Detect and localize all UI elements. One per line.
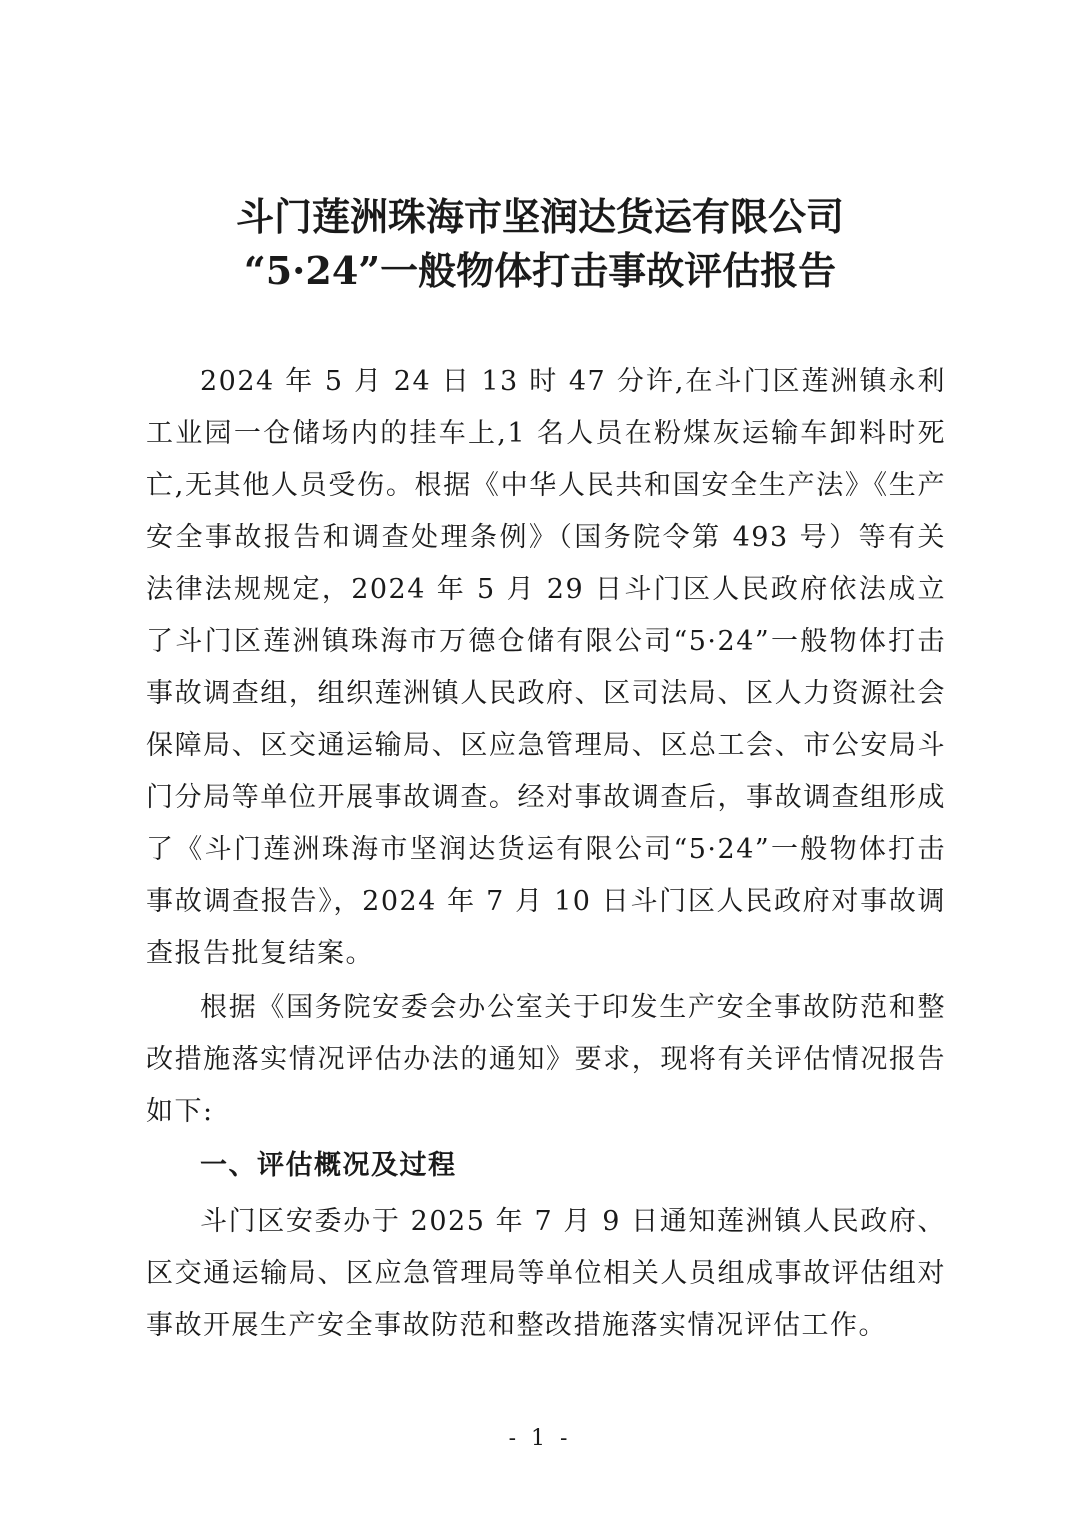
document-title-line1: 斗门莲洲珠海市坚润达货运有限公司 (235, 194, 844, 239)
document-title-line2: “5·24”一般物体打击事故评估报告 (243, 248, 837, 293)
paragraph-overview: 斗门区安委办于 2025 年 7 月 9 日通知莲洲镇人民政府、区交通运输局、区应急管理局等单位相关人员组成事故评估组对事故开展生产安全事故防范和整改措施落实情况评估工作。 (146, 1206, 946, 1341)
paragraph-basis: 根据《国务院安委会办公室关于印发生产安全事故防范和整改措施落实情况评估办法的通知》要求，现将有关评估情况报告如下: (146, 992, 946, 1127)
section-heading: 一、评估概况及过程 (200, 1150, 457, 1181)
paragraph-intro: 2024 年 5 月 24 日 13 时 47 分许,在斗门区莲洲镇永利工业园一仓储场内的挂车上,1 名人员在粉煤灰运输车卸料时死亡,无其他人员受伤。根据《中华人民共和国安全生产法》《生产安全事故报告和调查处理条例》（国务院令第 493 号）等有关法律法规规定，2024 年 5 月 29 日斗门区人民政府依法成立了斗门区莲洲镇珠海市万德仓储有限公司“5·24”一般物体打击事故调查组，组织莲洲镇人民政府、区司法局、区人力资源社会保障局、区交通运输局、区应急管理局、区总工会、市公安局斗门分局等单位开展事故调查。经对事故调查后，事故调查组形成了《斗门莲洲珠海市坚润达货运有限公司“5·24”一般物体打击事故调查报告》，2024 年 7 月 10 日斗门区人民政府对事故调查报告批复结案。 (146, 366, 946, 969)
page-number: - 1 - (508, 1426, 572, 1451)
